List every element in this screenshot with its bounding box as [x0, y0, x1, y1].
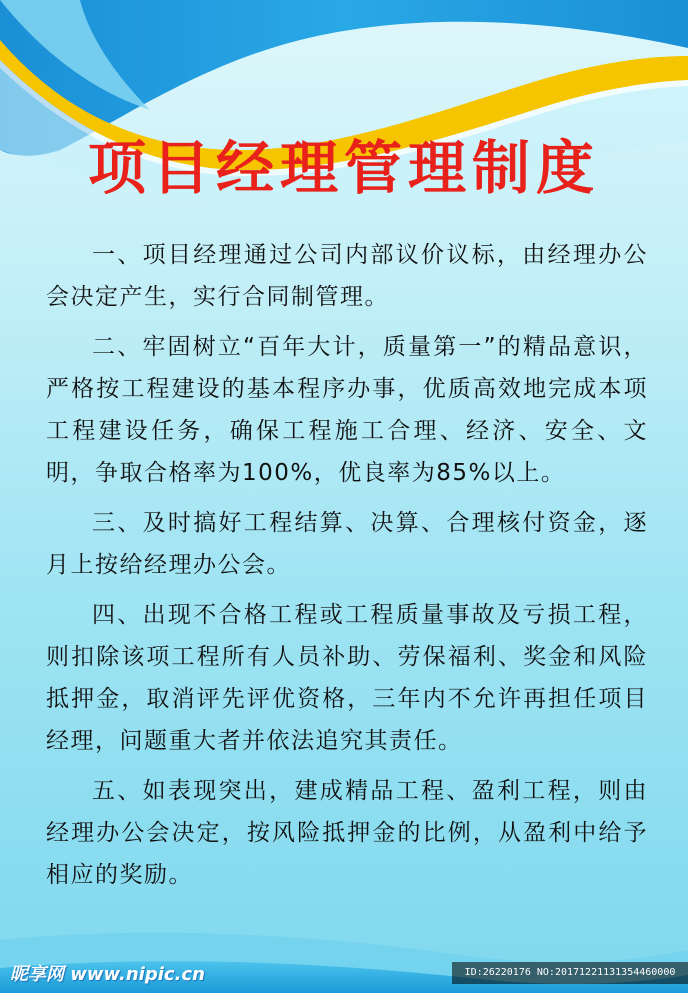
paragraph-2: 二、牢固树立“百年大计，质量第一”的精品意识，严格按工程建设的基本程序办事，优质高效地完成本项工程建设任务，确保工程施工合理、经济、安全、文明，争取合格率为100%，优良率为85%以上。 — [46, 334, 648, 486]
watermark-url: www.nipic.cn — [70, 964, 205, 985]
paragraph-4: 四、出现不合格工程或工程质量事故及亏损工程，则扣除该项工程所有人员补助、劳保福利、奖金和风险抵押金，取消评先评优资格，三年内不允许再担任项目经理，问题重大者并依法追究其责任。 — [46, 602, 648, 754]
regulation-body — [46, 234, 648, 904]
image-id-bar: ID:26220176 NO:20171221131354460000 — [452, 962, 688, 984]
paragraph-1: 一、项目经理通过公司内部议价议标，由经理办公会决定产生，实行合同制管理。 — [46, 242, 648, 310]
paragraph-3: 三、及时搞好工程结算、决算、合理核付资金，逐月上按给经理办公会。 — [46, 510, 648, 578]
watermark-logo-text: 昵享网 — [10, 964, 64, 985]
watermark-logo — [10, 960, 205, 986]
page-title: 项目经理管理制度 — [87, 134, 600, 202]
paragraph-5: 五、如表现突出，建成精品工程、盈利工程，则由经理办公会决定，按风险抵押金的比例，从盈利中给予相应的奖励。 — [46, 778, 648, 888]
